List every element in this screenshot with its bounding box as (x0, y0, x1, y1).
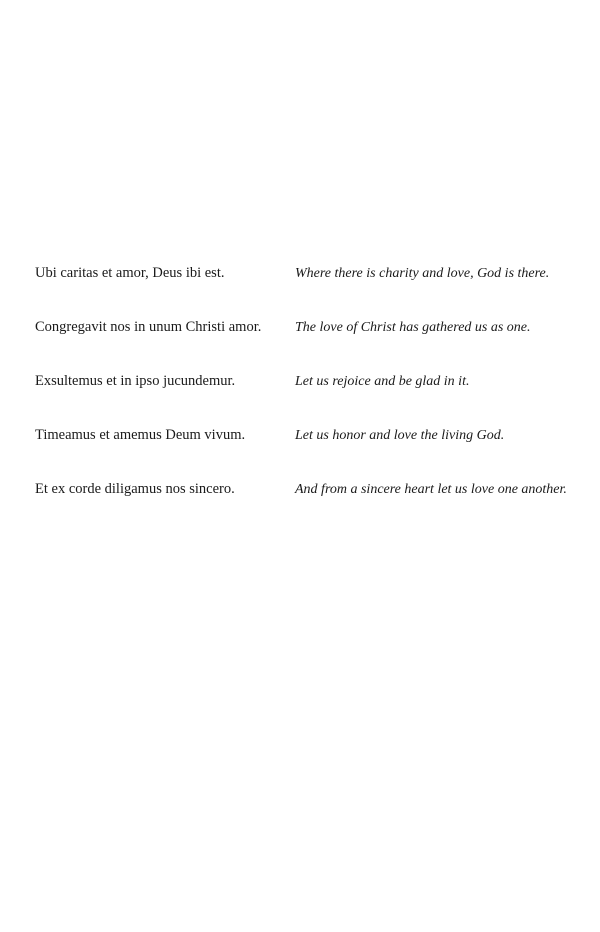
latin-line: Congregavit nos in unum Christi amor. (35, 319, 262, 335)
latin-line: Et ex corde diligamus nos sincero. (35, 481, 235, 497)
english-translation: Let us honor and love the living God. (295, 428, 505, 443)
english-translation: And from a sincere heart let us love one another. (295, 482, 567, 497)
english-translation: The love of Christ has gathered us as one. (295, 320, 531, 335)
verse-row (35, 481, 595, 535)
latin-line: Ubi caritas et amor, Deus ibi est. (35, 265, 225, 281)
verse-row (35, 373, 595, 427)
verse-row (35, 265, 595, 319)
english-translation: Let us rejoice and be glad in it. (295, 374, 470, 389)
english-translation: Where there is charity and love, God is there. (295, 266, 550, 281)
latin-line: Exsultemus et in ipso jucundemur. (35, 373, 236, 389)
latin-line: Timeamus et amemus Deum vivum. (35, 427, 246, 443)
verse-row (35, 319, 595, 373)
verse-row (35, 427, 595, 481)
verse-table (35, 265, 595, 535)
